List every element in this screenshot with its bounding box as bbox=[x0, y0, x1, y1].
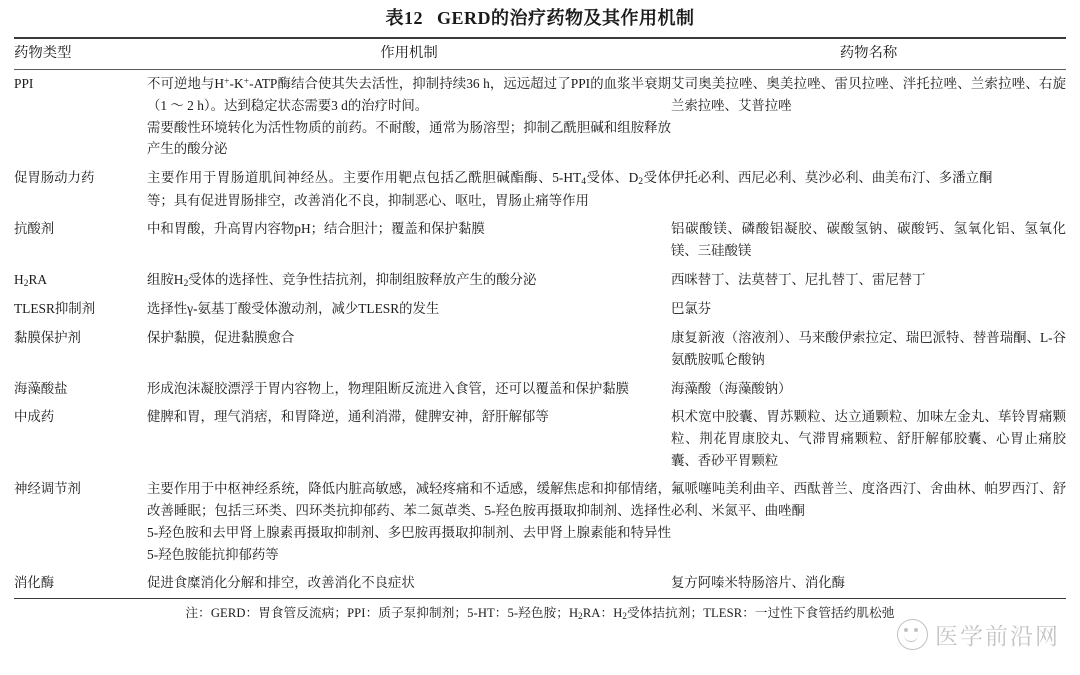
cell-drug-name: 巴氯芬 bbox=[671, 301, 712, 317]
header-row bbox=[14, 39, 1066, 69]
cell-drug-type: 中成药 bbox=[14, 409, 55, 425]
cell-mechanism bbox=[147, 324, 671, 374]
table-header bbox=[14, 39, 1066, 69]
mechanism-paragraph: 主要作用于中枢神经系统，降低内脏高敏感，减轻疼痛和不适感，缓解焦虑和抑郁情绪，改善睡眠；包括三环类、四环类抗抑郁药、苯二氮䓬类、5-羟色胺再摄取抑制剂、选择性5-羟色胺和去甲肾上腺素再摄取抑制剂、多巴胺再摄取抑制剂、去甲肾上腺素能和特异性5-羟色胺能抗抑郁药等 bbox=[147, 481, 671, 562]
table-row bbox=[14, 295, 1066, 324]
table-row bbox=[14, 403, 1066, 475]
cell-mechanism bbox=[147, 215, 671, 265]
smiley-circle-logo-icon bbox=[897, 619, 928, 650]
gerd-drug-table-body bbox=[14, 70, 1066, 598]
mechanism-paragraph: 组胺$H_2$受体的选择性、竞争性拮抗剂，抑制组胺释放产生的酸分泌 bbox=[147, 271, 537, 289]
cell-mechanism bbox=[147, 475, 671, 569]
cell-drug-type: 消化酶 bbox=[14, 575, 55, 591]
mechanism-paragraph: 形成泡沫凝胶漂浮于胃内容物上，物理阻断反流进入食管，还可以覆盖和保护黏膜 bbox=[147, 380, 630, 396]
cell-drug-type: PPI bbox=[14, 76, 34, 92]
mechanism-paragraph: 不可逆地与H+-K+-ATP酶结合使其失去活性，抑制持续36 h，远远超过了PPI的血浆半衰期（1 ～ 2 h）。达到稳定状态需要3 d的治疗时间。 bbox=[147, 76, 672, 113]
table-footnote bbox=[14, 599, 1066, 623]
mechanism-paragraph: 保护黏膜，促进黏膜愈合 bbox=[147, 330, 295, 346]
cell-drug-name: 康复新液（溶液剂）、马来酸伊索拉定、瑞巴派特、替普瑞酮、L-谷氨酰胺呱仑酸钠 bbox=[671, 330, 1066, 367]
cell-drug-type: 神经调节剂 bbox=[14, 481, 81, 497]
table-row bbox=[14, 70, 1066, 164]
cell-drug-name: 枳术宽中胶囊、胃苏颗粒、达立通颗粒、加味左金丸、荜铃胃痛颗粒、荆花胃康胶丸、气滞胃痛颗粒、舒肝解郁胶囊、心胃止痛胶囊、香砂平胃颗粒 bbox=[671, 409, 1066, 468]
watermark bbox=[897, 618, 1060, 651]
cell-mechanism bbox=[147, 70, 671, 164]
column-header-drug-name: 药物名称 bbox=[839, 45, 898, 62]
cell-drug-name: 西咪替丁、法莫替丁、尼扎替丁、雷尼替丁 bbox=[671, 271, 926, 287]
cell-drug-type: TLESR抑制剂 bbox=[14, 301, 96, 317]
cell-drug-type: 促胃肠动力药 bbox=[14, 169, 95, 185]
mechanism-paragraph: 促进食糜消化分解和排空，改善消化不良症状 bbox=[147, 575, 415, 591]
table-row bbox=[14, 375, 1066, 404]
mechanism-paragraph: 选择性γ-氨基丁酸受体激动剂，减少TLESR的发生 bbox=[147, 301, 440, 317]
cell-mechanism bbox=[147, 164, 671, 215]
cell-mechanism bbox=[147, 569, 671, 598]
footnote-text: 注：GERD：胃食管反流病；PPI：质子泵抑制剂；5-HT：5-羟色胺；$H_2RA$：$H_2$受体拮抗剂；TLESR：一过性下食管括约肌松弛 bbox=[185, 605, 895, 621]
cell-drug-name: 艾司奥美拉唑、奥美拉唑、雷贝拉唑、泮托拉唑、兰索拉唑、右旋兰索拉唑、艾普拉唑 bbox=[671, 76, 1066, 113]
cell-drug-name: 复方阿嗪米特肠溶片、消化酶 bbox=[671, 575, 846, 591]
cell-drug-name: 海藻酸（海藻酸钠） bbox=[671, 380, 792, 396]
table-row bbox=[14, 475, 1066, 569]
cell-drug-name: 氟哌噻吨美利曲辛、西酞普兰、度洛西汀、舍曲林、帕罗西汀、舒必利、米氮平、曲唑酮 bbox=[671, 481, 1066, 519]
cell-drug-type: 抗酸剂 bbox=[14, 221, 55, 237]
cell-drug-type: 黏膜保护剂 bbox=[14, 330, 81, 346]
cell-drug-type: $H_2RA$ bbox=[14, 271, 48, 289]
mechanism-paragraph: 需要酸性环境转化为活性物质的前药。不耐酸，通常为肠溶型；抑制乙酰胆碱和组胺释放产生的酸分泌 bbox=[147, 119, 671, 157]
gerd-drug-table bbox=[14, 39, 1066, 69]
cell-drug-name: 铝碳酸镁、磷酸铝凝胶、碳酸氢钠、碳酸钙、氢氧化铝、氢氧化镁、三硅酸镁 bbox=[671, 221, 1066, 259]
cell-mechanism bbox=[147, 375, 671, 404]
table-number: 表12 bbox=[385, 8, 423, 28]
table-row bbox=[14, 569, 1066, 598]
mechanism-paragraph: 主要作用于胃肠道肌间神经丛。主要作用靶点包括乙酰胆碱酯酶、$5-HT_4$受体、$D_2$受体等；具有促进胃肠排空，改善消化不良，抑制恶心、呕吐，胃肠止痛等作用 bbox=[147, 169, 672, 208]
column-header-mechanism: 作用机制 bbox=[380, 45, 438, 62]
cell-drug-type: 海藻酸盐 bbox=[14, 380, 68, 396]
cell-mechanism bbox=[147, 266, 671, 296]
mechanism-paragraph: 健脾和胃，理气消痞，和胃降逆，通利消滞，健脾安神，舒肝解郁等 bbox=[147, 409, 549, 425]
cell-mechanism bbox=[147, 295, 671, 324]
cell-mechanism bbox=[147, 403, 671, 475]
mechanism-paragraph: 中和胃酸，升高胃内容物pH；结合胆汁；覆盖和保护黏膜 bbox=[147, 221, 485, 237]
table-row bbox=[14, 324, 1066, 374]
page-title bbox=[14, 0, 1066, 37]
table-row bbox=[14, 266, 1066, 296]
column-header-drug-type: 药物类型 bbox=[14, 45, 72, 62]
table-title-text: GERD的治疗药物及其作用机制 bbox=[436, 8, 695, 28]
cell-drug-name: 伊托必利、西尼必利、莫沙必利、曲美布汀、多潘立酮 bbox=[671, 169, 993, 185]
table-row bbox=[14, 215, 1066, 265]
table-body bbox=[14, 70, 1066, 598]
watermark-label: 医学前沿网 bbox=[935, 624, 1060, 650]
table-row bbox=[14, 164, 1066, 215]
